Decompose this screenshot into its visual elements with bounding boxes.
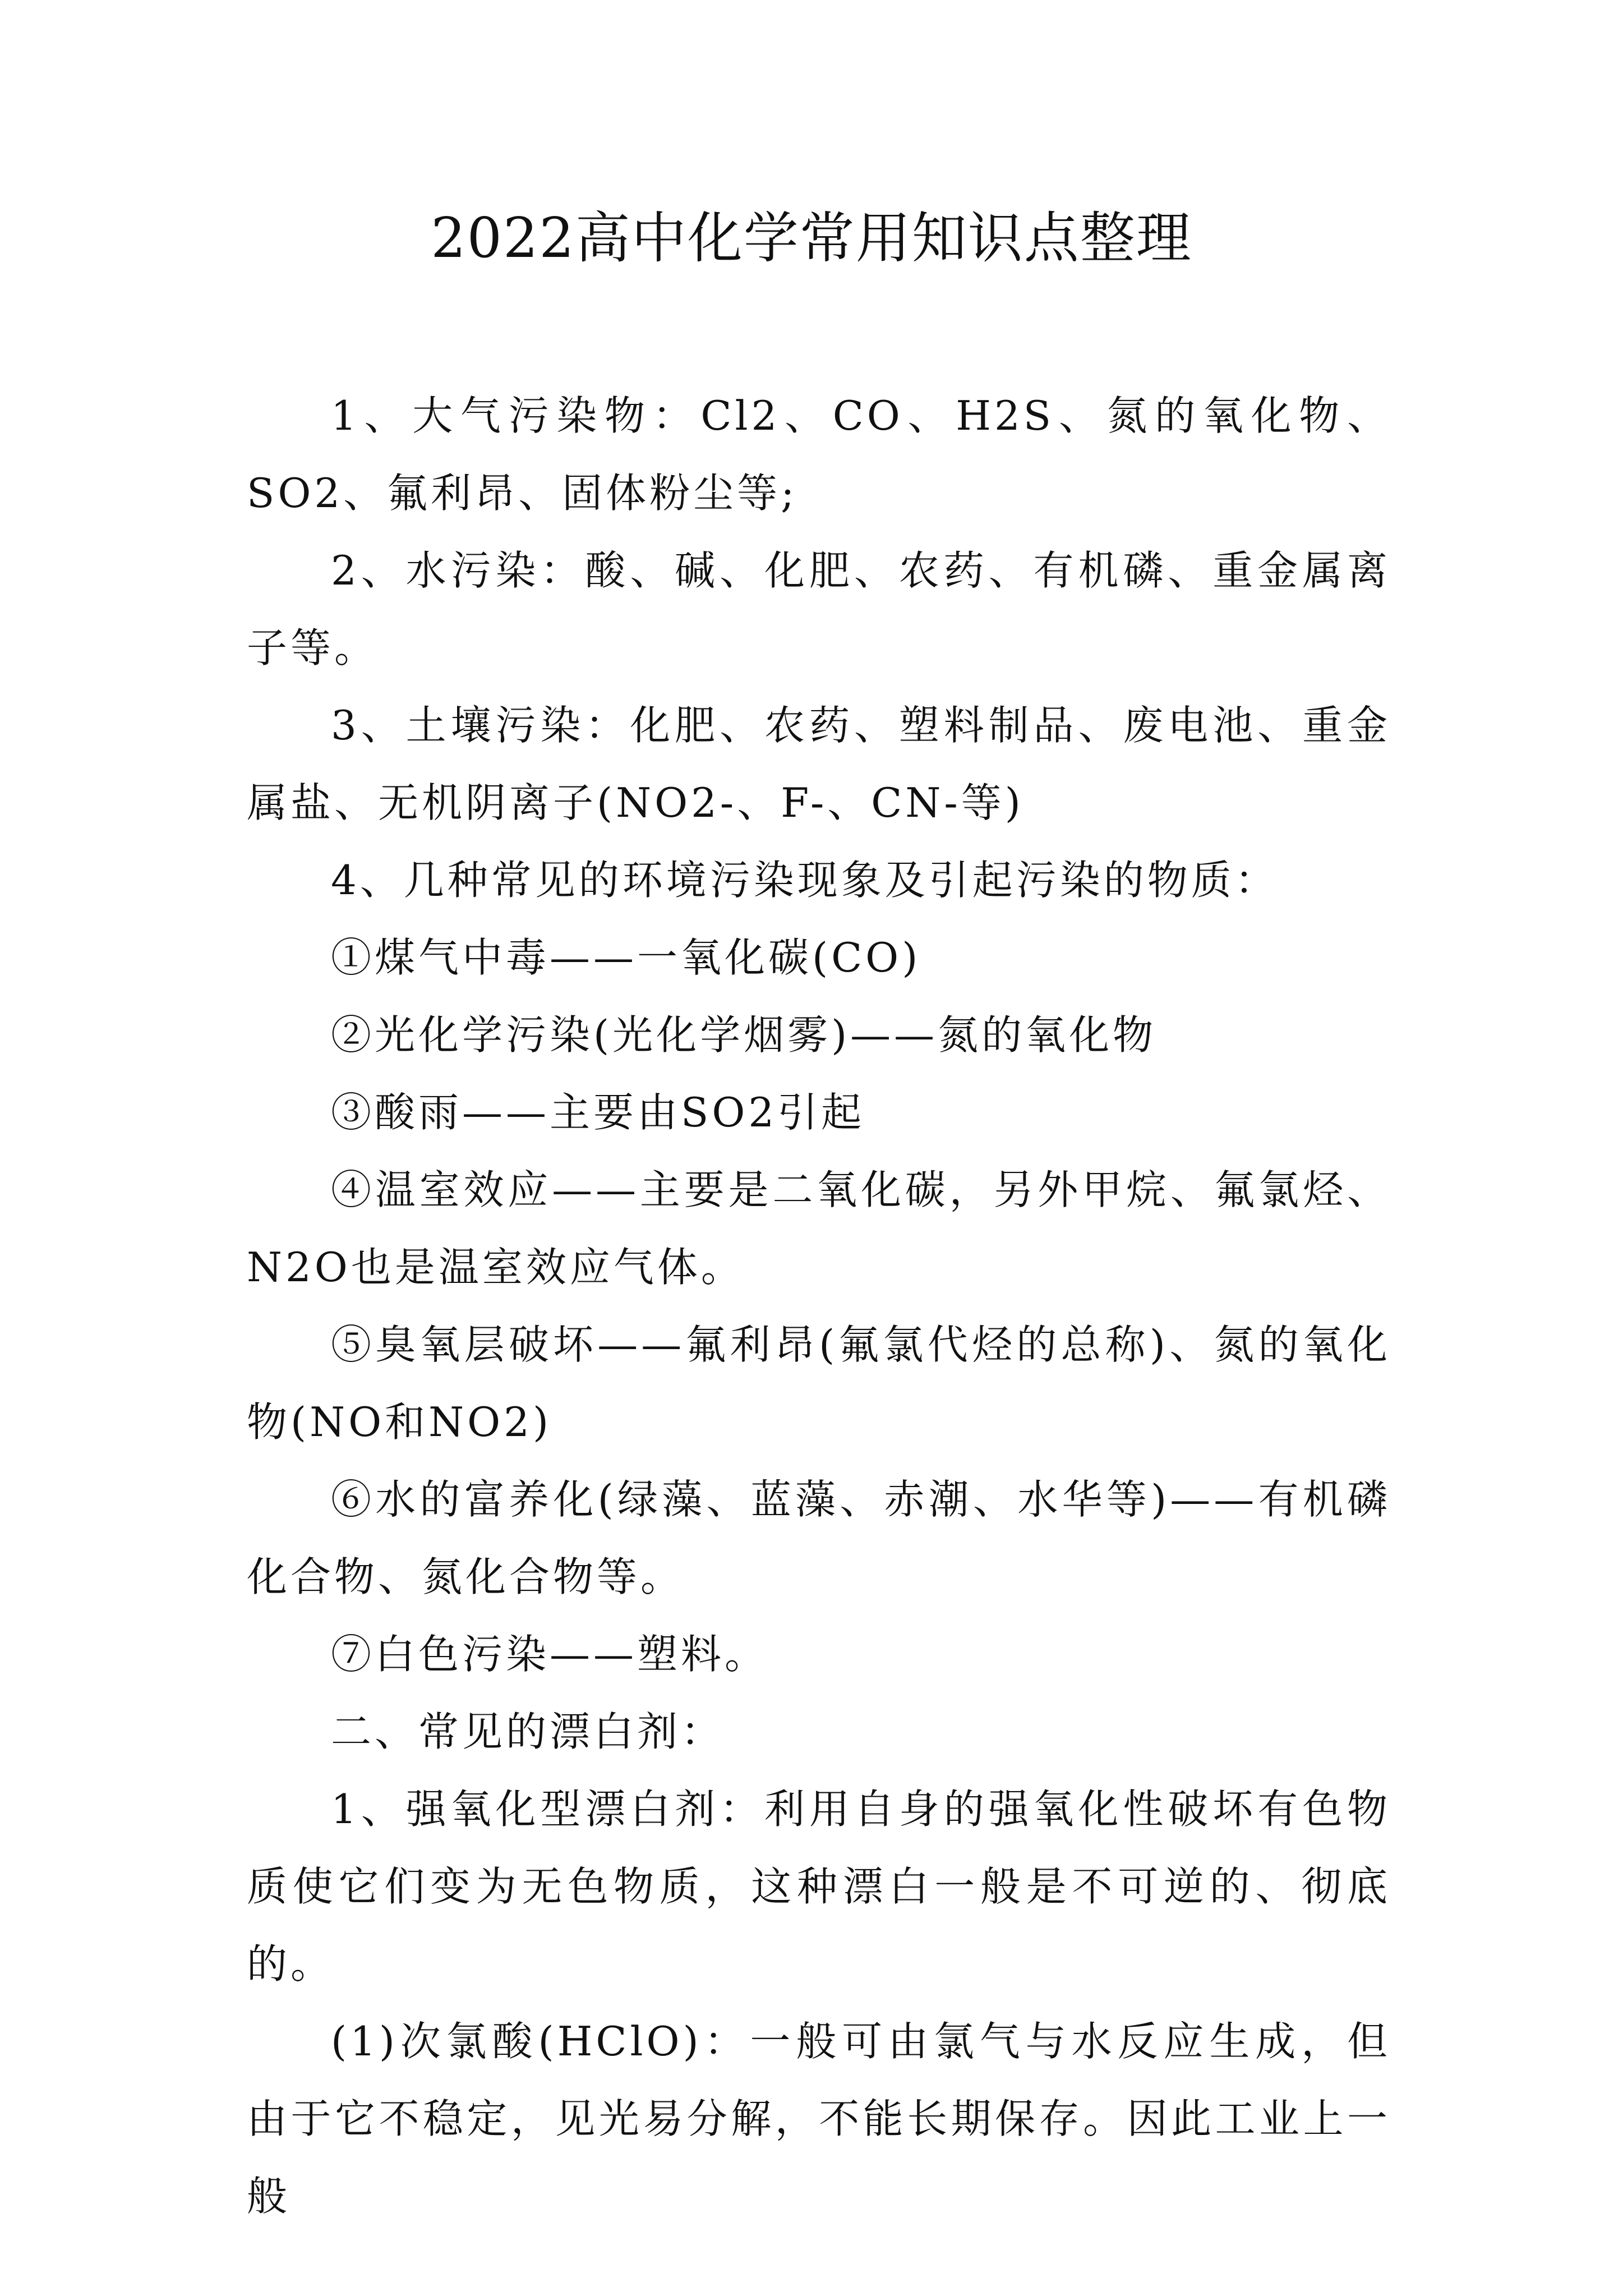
- paragraph-pollution-phenomena: 4、几种常见的环境污染现象及引起污染的物质：: [331, 857, 1279, 904]
- paragraph-item-4: ④温室效应——主要是二氧化碳，另外甲烷、氟氯烃、N2O也是温室效应气体。: [247, 1166, 1391, 1291]
- paragraph-item-1: ①煤气中毒——一氧化碳(CO): [331, 934, 921, 981]
- document-title: 2022高中化学常用知识点整理: [431, 206, 1192, 270]
- paragraph-oxidizing-bleach: 1、强氧化型漂白剂：利用自身的强氧化性破坏有色物质使它们变为无色物质，这种漂白一般是不可逆的、彻底的。: [247, 1786, 1391, 1987]
- paragraph-item-7: ⑦白色污染——塑料。: [331, 1631, 769, 1678]
- paragraph-water-pollution: 2、水污染：酸、碱、化肥、农药、有机磷、重金属离子等。: [247, 547, 1391, 671]
- paragraph-soil-pollution: 3、土壤污染：化肥、农药、塑料制品、废电池、重金属盐、无机阴离子(NO2-、F-、CN-等): [247, 702, 1391, 826]
- section-heading-bleaching-agents: 二、常见的漂白剂：: [331, 1708, 725, 1755]
- paragraph-item-3: ③酸雨——主要由SO2引起: [331, 1089, 865, 1136]
- paragraph-item-5: ⑤臭氧层破坏——氟利昂(氟氯代烃的总称)、氮的氧化物(NO和NO2): [247, 1321, 1391, 1446]
- document-body: [247, 377, 1391, 2235]
- paragraph-item-6: ⑥水的富养化(绿藻、蓝藻、赤潮、水华等)——有机磷化合物、氮化合物等。: [247, 1476, 1391, 1600]
- paragraph-air-pollutants: 1、大气污染物：Cl2、CO、H2S、氮的氧化物、SO2、氟利昂、固体粉尘等;: [247, 392, 1391, 517]
- paragraph-item-2: ②光化学污染(光化学烟雾)——氮的氧化物: [331, 1011, 1157, 1059]
- paragraph-hypochlorous-acid: (1)次氯酸(HClO)：一般可由氯气与水反应生成，但由于它不稳定，见光易分解，不能长期保存。因此工业上一般: [247, 2018, 1391, 2220]
